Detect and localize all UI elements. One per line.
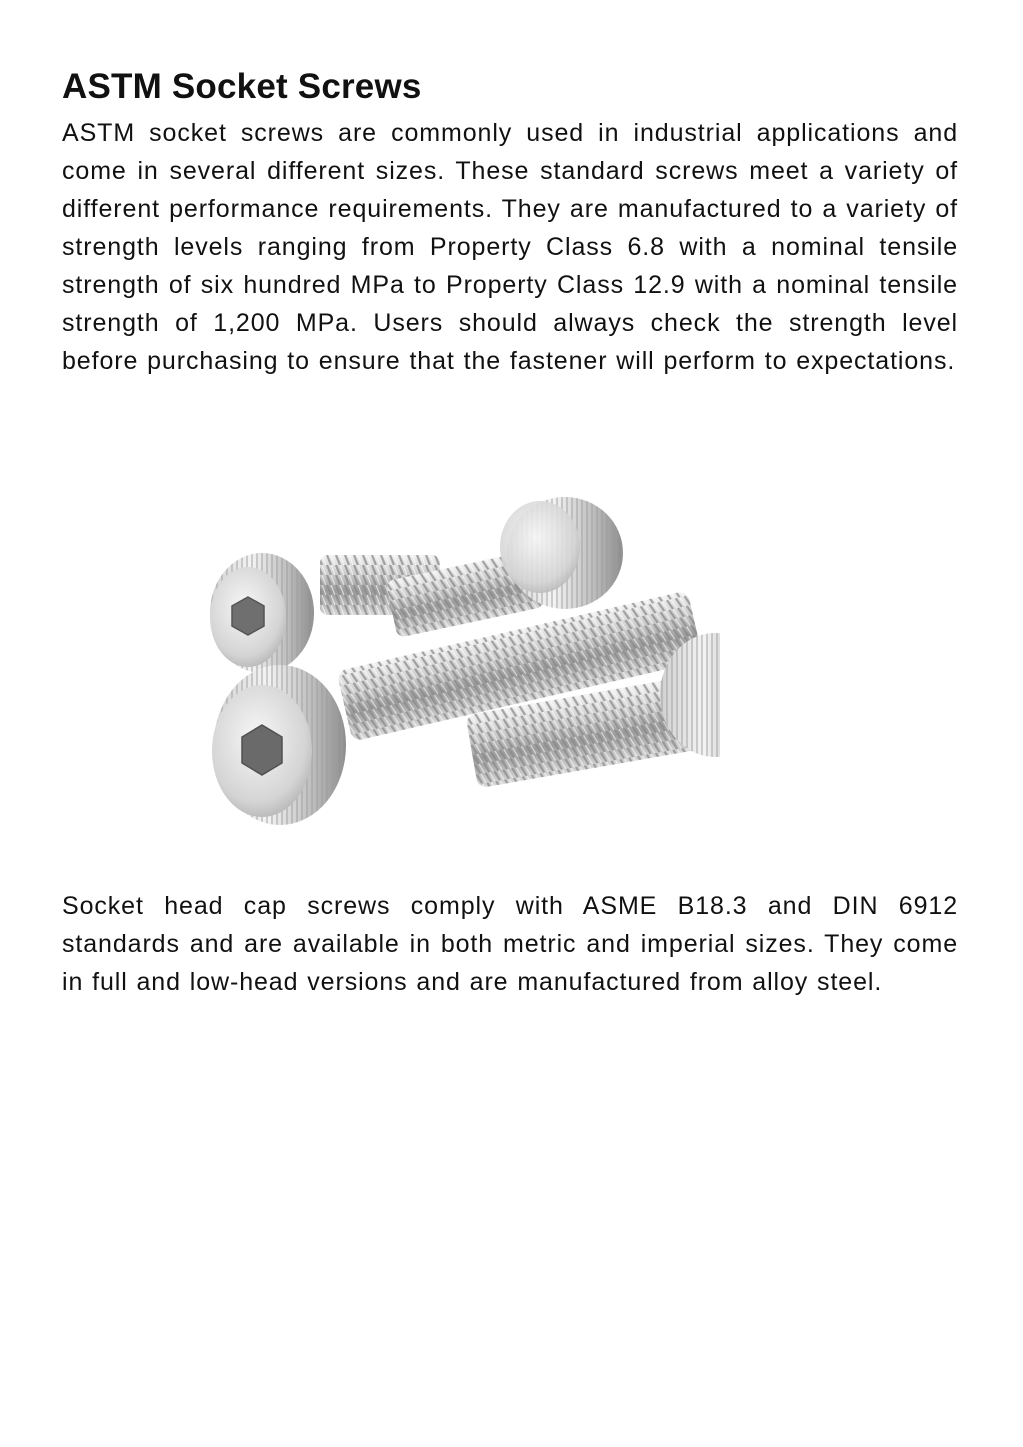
closing-section — [62, 887, 958, 1001]
socket-screws-illustration — [200, 495, 720, 855]
document-page — [62, 66, 958, 380]
standards-paragraph: Socket head cap screws comply with ASME B18.3 and DIN 6912 standards and are available in both metric and imperial sizes. They come in full and low-head versions and are manufactured from alloy steel. — [62, 892, 958, 996]
intro-paragraph: ASTM socket screws are commonly used in industrial applications and come in several different sizes. These standard screws meet a variety of different performance requirements. They are manufactured to a variety of strength levels ranging from Property Class 6.8 with a nominal tensile strength of six hundred MPa to Property Class 12.9 with a nominal tensile strength of 1,200 MPa. Users should always check the strength level before purchasing to ensure that the fastener will perform to expectations. — [62, 119, 958, 375]
socket-screws-photo — [200, 495, 720, 855]
page-title: ASTM Socket Screws — [62, 67, 422, 106]
